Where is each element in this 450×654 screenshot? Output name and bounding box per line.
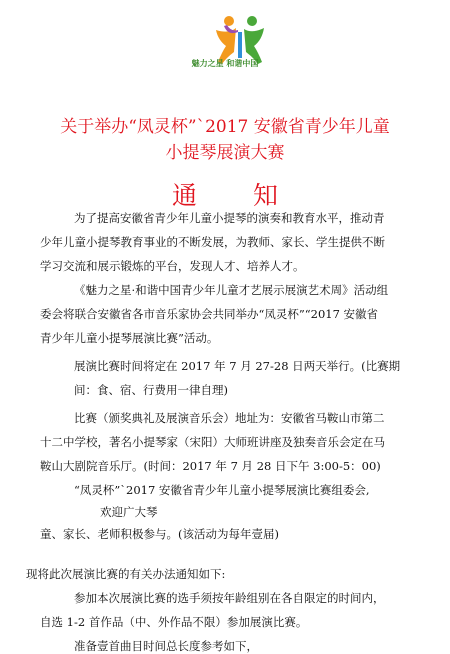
body-line: 少年儿童小提琴教育事业的不断发展，为教师、家长、学生提供不断 (40, 235, 385, 249)
body-line: 童、家长、老师积极参与。(该活动为每年壹届) (40, 527, 279, 541)
body-line: 鞍山大剧院音乐厅。(时间：2017 年 7 月 28 日下午 3:00-5：00) (40, 459, 381, 473)
body-line: 欢迎广大琴 (100, 505, 158, 519)
body-line: 十二中学校，著名小提琴家（宋阳）大师班讲座及独奏音乐会定在马 (40, 435, 385, 449)
body-line: 《魅力之星·和谐中国青少年儿童才艺展示展演艺术周》活动组 (74, 283, 389, 297)
body-line: 青少年儿童小提琴展演比赛”活动。 (40, 331, 219, 345)
body-line: 自选 1-2 首作品（中、外作品不限）参加展演比赛。 (40, 615, 308, 629)
title-line-2: 小提琴展演大赛 (165, 143, 285, 163)
body-line: 学习交流和展示锻炼的平台，发现人才、培养人才。 (40, 259, 305, 273)
body-line: 比赛（颁奖典礼及展演音乐会）地址为：安徽省马鞍山市第二 (74, 411, 385, 425)
body-line: 展演比赛时间将定在 2017 年 7 月 27-28 日两天举行。(比赛期 (74, 359, 401, 373)
logo-slogan: 魅力之星 和谐中国 (191, 59, 259, 68)
body-line: 委会将联合安徽省各市音乐家协会共同举办“凤灵杯”“2017 安徽省 (40, 307, 379, 321)
title-line-1: 关于举办“凤灵杯”`2017 安徽省青少年儿童 (60, 117, 390, 137)
body-line: 参加本次展演比赛的选手须按年龄组别在各自限定的时间内， (74, 591, 385, 605)
body-line: “凤灵杯”`2017 安徽省青少年儿童小提琴展演比赛组委会, (74, 483, 370, 497)
body-line: 间：食、宿、行费用一律自理) (74, 383, 228, 397)
body-line: 准备壹首曲目时间总长度参考如下， (74, 639, 258, 653)
notice-heading: 通 知 (172, 181, 302, 210)
body-line: 为了提高安徽省青少年儿童小提琴的演奏和教育水平，推动青 (74, 211, 385, 225)
body-line: 现将此次展演比赛的有关办法通知如下: (26, 567, 226, 581)
